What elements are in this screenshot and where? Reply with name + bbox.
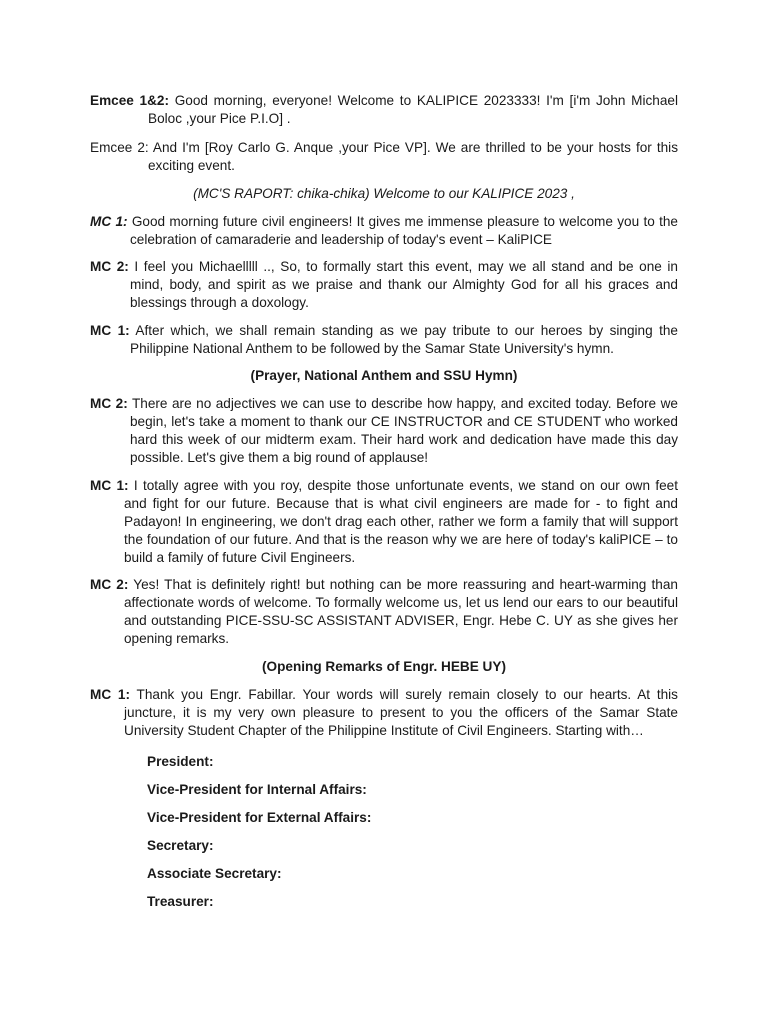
officer-secretary: Secretary: bbox=[147, 837, 214, 853]
document-page bbox=[90, 92, 678, 921]
paragraph-text: I totally agree with you roy, despite those unfortunate events, we stand on our own feet and fight for our future. Because that is what civil engineers are made for - to fight and Padayon! In engineering, we don't drag each other, rather we form a family that will support the foundation of our future. And that is the reason why we are here of today's kaliPICE – to build a family of future Civil Engineers. bbox=[124, 477, 678, 565]
speaker-label: MC 1: bbox=[90, 213, 128, 229]
officer-vp-external: Vice-President for External Affairs: bbox=[147, 809, 372, 825]
paragraph-text: After which, we shall remain standing as we pay tribute to our heroes by singing the Philippine National Anthem to be followed by the Samar State University's hymn. bbox=[129, 322, 678, 356]
paragraph-text: Good morning future civil engineers! It gives me immense pleasure to welcome you to the celebration of camaraderie and leadership of today's event – KaliPICE bbox=[127, 213, 678, 247]
paragraph-text: Emcee 2: And I'm [Roy Carlo G. Anque ,your Pice VP]. We are thrilled to be your hosts for this exciting event. bbox=[90, 140, 678, 173]
stage-direction-opening-remarks: (Opening Remarks of Engr. HEBE UY) bbox=[262, 658, 506, 674]
officer-president: President: bbox=[147, 753, 214, 769]
speaker-label: MC 2: bbox=[90, 577, 129, 592]
officer-associate-secretary: Associate Secretary: bbox=[147, 865, 282, 881]
speaker-label: MC 1: bbox=[90, 322, 130, 338]
stage-direction-raport: (MC'S RAPORT: chika-chika) Welcome to our KALIPICE 2023 , bbox=[193, 185, 575, 201]
speaker-label: MC 1: bbox=[90, 477, 129, 493]
mc2-thanks-paragraph bbox=[90, 395, 678, 467]
paragraph-text: Good morning, everyone! Welcome to KALIPICE 2023333! I'm [i'm John Michael Boloc ,your Pice P.I.O] . bbox=[148, 93, 678, 126]
paragraph-text: There are no adjectives we can use to describe how happy, and excited today. Before we begin, let's take a moment to thank our CE INSTRUCTOR and CE STUDENT who worked hard this week of our midterm exam. Their hard work and dedication have made this day possible. Let's give them a big round of applause! bbox=[127, 396, 678, 465]
officer-vp-internal: Vice-President for Internal Affairs: bbox=[147, 781, 367, 797]
mc1-officers-intro-paragraph bbox=[90, 686, 678, 740]
speaker-label: MC 2: bbox=[90, 396, 128, 411]
emcee-2-paragraph bbox=[90, 139, 678, 175]
paragraph-text: Thank you Engr. Fabillar. Your words will surely remain closely to our hearts. At this juncture, it is my very own pleasure to present to you the officers of the Samar State University Student Chapter of the Philippine Institute of Civil Engineers. Starting with… bbox=[124, 686, 678, 738]
paragraph-text: I feel you Michaelllll .., So, to formally start this event, may we all stand and be one in mind, body, and spirit as we praise and thank our Almighty God for all his graces and blessings through a doxology. bbox=[128, 259, 678, 310]
speaker-label: Emcee 1&2: bbox=[90, 93, 170, 108]
paragraph-text: Yes! That is definitely right! but nothing can be more reassuring and heart-warming than affectionate words of welcome. To formally welcome us, let us lend our ears to our beautiful and outstanding PICE-SSU-SC ASSISTANT ADVISER, Engr. Hebe C. UY as she gives her opening remarks. bbox=[124, 577, 678, 646]
speaker-label: MC 2: bbox=[90, 259, 129, 274]
stage-direction-prayer: (Prayer, National Anthem and SSU Hymn) bbox=[250, 368, 518, 383]
mc1-welcome-paragraph bbox=[90, 213, 678, 249]
mc1-agree-paragraph bbox=[90, 477, 678, 567]
officer-treasurer: Treasurer: bbox=[147, 893, 214, 909]
speaker-label: MC 1: bbox=[90, 686, 131, 702]
mc2-welcome-remarks-paragraph bbox=[90, 576, 678, 648]
emcee-greeting-paragraph bbox=[90, 92, 678, 128]
officer-list bbox=[90, 753, 678, 911]
mc1-anthem-paragraph bbox=[90, 322, 678, 358]
mc2-doxology-paragraph bbox=[90, 258, 678, 312]
